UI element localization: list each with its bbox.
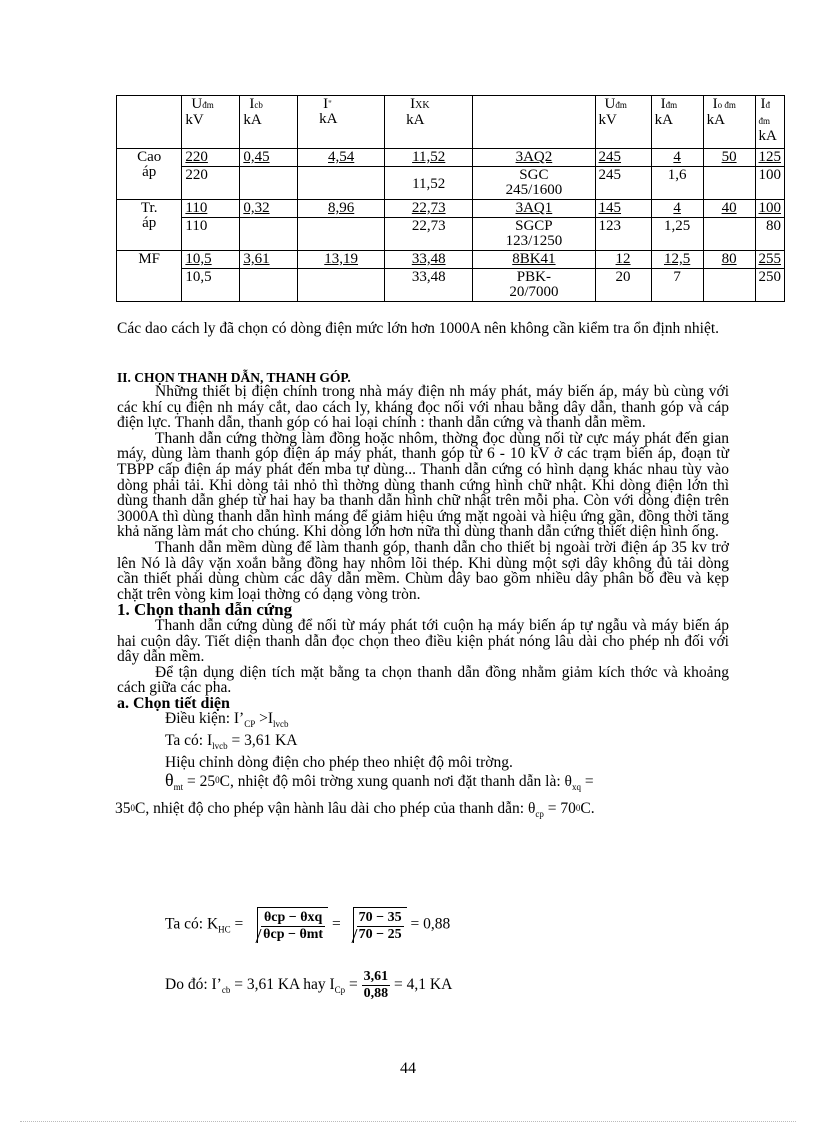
paragraph: Thanh dẫn cứng dùng để nối từ máy phát tới cuộn hạ máy biến áp tự ngẫu và máy biến áp hai cuộn dây. Tiết diện thanh dẫn đọc chọn theo điều kiện phát nóng lâu dài cho phép nh đối với dây dẫn mềm. (117, 616, 729, 666)
section-ii (117, 371, 729, 823)
icp-formula: Do đó: $I’_{cb} = 3,61$ KA hay $I_{Cp}$ = $\frac{3,61}{0,88}$ = 4,1 KA (165, 969, 453, 1001)
table-row: Cao áp 220 0,45 4,54 11,52 3AQ2 245 4 50 125 (117, 149, 785, 167)
group-label: MF (117, 251, 182, 302)
paragraph: Để tận dụng diện tích mặt bằng ta chọn thanh dẫn đồng nhằm giảm kích thớc và khoảng cách giữa các pha. (117, 663, 729, 697)
table-header-row (117, 96, 785, 149)
col-udm: Uđm kV (182, 96, 240, 149)
khc-formula: Ta có: $K_{HC}$ = $\frac{\text{θcp − θxq}}{\text{θcp − θmt}}$ = $\frac{70 - 35}{70 - 25}$ = 0,88 (165, 907, 450, 943)
table-row: Tr. áp 110 0,32 8,96 22,73 3AQ1 145 4 40 100 (117, 200, 785, 218)
col-udm2: Uđm kV (595, 96, 651, 149)
equipment-table (116, 95, 785, 302)
sqrt-symbolic: $\frac{\text{θcp − θxq}}{\text{θcp − θmt}}$ (257, 907, 328, 943)
table-row: 220 11,52 SGC 245/1600 245 1,6 100 (117, 167, 785, 200)
ratio-fraction: $\frac{3,61}{0,88}$ (363, 969, 389, 1001)
paragraph: Thanh dẫn mềm dùng để làm thanh góp, thanh dẫn cho thiết bị ngoài trời điện áp 35 kv trở lên Nó là dây vặn xoắn bằng đồng hay nhôm lõi thép. Khi dùng một sợi dây không đủ tải dòng cần thiết phải dùng chùm các dây dẫn mềm. Chùm dây bao gồm nhiều dây phân bố đều và kẹp chặt trên vòng kim loại thờng có dạng vòng tròn. (117, 538, 729, 603)
subsection-title: 1. Chọn thanh dẫn cứng (117, 600, 293, 620)
col-id: Iđ đm kA (755, 96, 785, 149)
col-ixk: IXK kA (385, 96, 473, 149)
sqrt-numeric: $\frac{70 - 35}{70 - 25}$ (353, 907, 407, 943)
theta-line-1: $\theta_{mt} = 25^0C$, nhiệt độ môi trờng xung quanh nơi đặt thanh dẫn là: $\theta_{xq}$ = (165, 770, 594, 793)
col-idm: Iđm kA (651, 96, 703, 149)
col-icb: Icb kA (240, 96, 298, 149)
table-row: MF 10,5 3,61 13,19 33,48 8BK41 12 12,5 80 255 (117, 251, 785, 269)
correction-line: Hiệu chỉnh dòng điện cho phép theo nhiệt độ môi trờng. (165, 753, 513, 771)
col-iodm: Io đm kA (703, 96, 755, 149)
table-row: 110 22,73 SGCP 123/1250 123 1,25 80 (117, 218, 785, 251)
section-title: II. CHỌN THANH DẪN, THANH GÓP. (117, 370, 351, 385)
condition-line: Điều kiện: $I’_{CP} >I_{lvcb}$ (165, 710, 289, 730)
page-number: 44 (400, 1060, 416, 1077)
paragraph: Những thiết bị điện chính trong nhà máy điện nh máy phát, máy biến áp, máy bù cùng với các khí cụ điện nh máy cắt, dao cách ly, kháng đọc nối với nhau bằng dây dẫn, thanh góp và cáp điện lực. Thanh dẫn, thanh góp có hai loại chính : thanh dẫn cứng và thanh dẫn mềm. (117, 383, 729, 432)
theta-line-2: $35^0C$, nhiệt độ cho phép vận hành lâu dài cho phép của thanh dẫn: $\theta_{cp} = 70^0C$. (115, 800, 595, 820)
table-row: 10,5 33,48 PBK- 20/7000 20 7 250 (117, 269, 785, 302)
col-ipp: I" kA (298, 96, 385, 149)
page-divider (20, 1121, 796, 1122)
given-line: Ta có: $I_{lvcb} = 3,61$ KA (165, 732, 298, 752)
subsection-title-a: a. Chọn tiết diện (117, 694, 230, 712)
paragraph: Thanh dẫn cứng thờng làm đồng hoặc nhôm, thờng đọc dùng nối từ cực máy phát đến gian máy, dùng làm thanh góp điện áp máy phát, thanh góp từ 6 - 10 kV ở các trạm biến áp, đoạn từ TBPP cấp điện áp máy phát đến mba tự dùng... Thanh dẫn cứng có hình dạng khác nhau tùy vào dòng phải tải. Khi dòng tải nhỏ thì thờng dùng thanh cứng hình chữ nhật. Khi dòng điện lớn thì dùng thanh dẫn ghép từ hai hay ba thanh dẫn hình chữ nhật trên mỗi pha. Còn với dòng điện trên 3000A thì dùng thanh dẫn hình máng để giảm hiệu ứng mặt ngoài và hiệu ứng gần, đồng thời tăng khả năng làm mát cho chúng. Khi dòng lớn hơn nữa thì dùng thanh dẫn cứng thiết diện hình ống. (117, 429, 729, 541)
group-label: Tr. áp (117, 200, 182, 251)
group-label: Cao áp (117, 149, 182, 200)
disconnector-note: Các dao cách ly đã chọn có dòng điện mức lớn hơn 1000A nên không cần kiểm tra ổn định nhiệt. (117, 320, 720, 337)
